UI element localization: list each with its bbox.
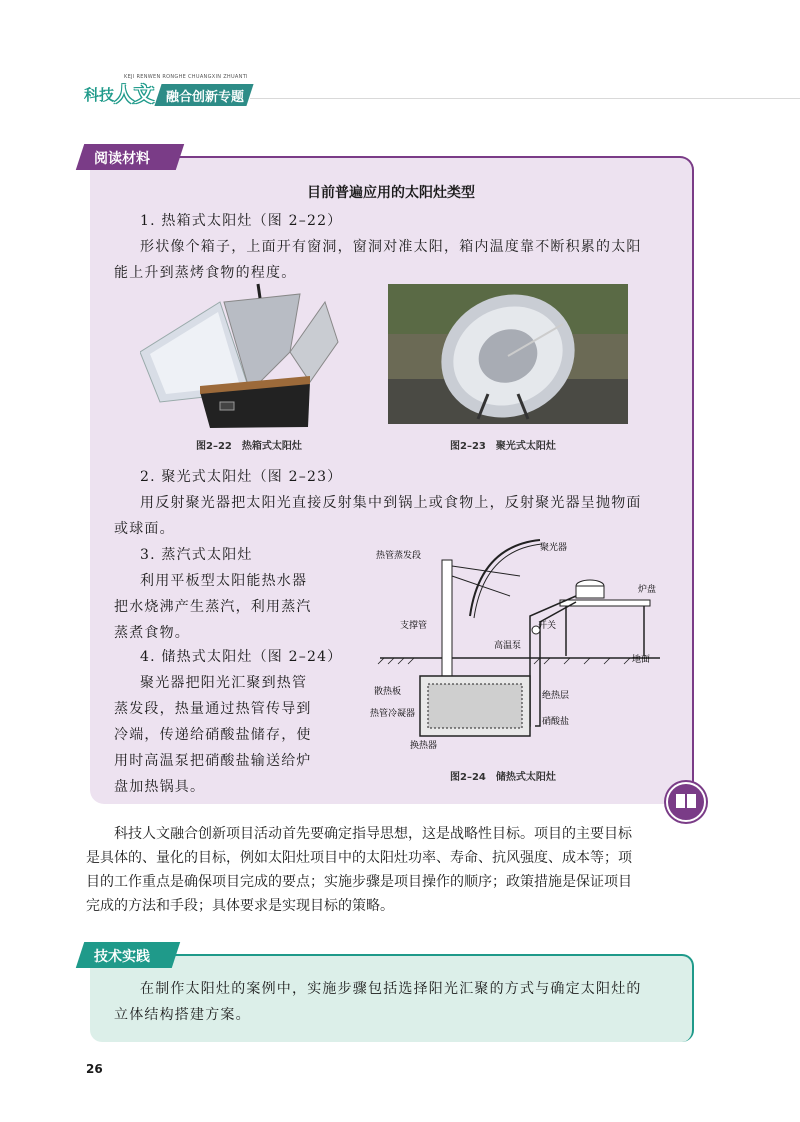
header-tab-label: 融合创新专题	[166, 90, 245, 105]
label-switch: 开关	[538, 621, 557, 631]
label-pump: 高温泵	[494, 641, 522, 651]
label-stove: 炉盘	[638, 585, 657, 595]
page-number: 26	[86, 1062, 103, 1076]
fig24-caption: 图2–24 储热式太阳灶	[450, 772, 556, 783]
label-ground: 地面	[632, 655, 651, 665]
practice-line1: 在制作太阳灶的案例中，实施步骤包括选择阳光汇聚的方式与确定太阳灶的	[140, 981, 642, 997]
header-english: KEJI RENWEN RONGHE CHUANGXIN ZHUANTI	[124, 74, 248, 80]
fig23-caption: 图2–23 聚光式太阳灶	[450, 441, 556, 452]
section3-line3: 蒸煮食物。	[114, 625, 190, 641]
section2-heading: 2. 聚光式太阳灶（图 2–23）	[140, 469, 343, 485]
section3-heading: 3. 蒸汽式太阳灶	[140, 547, 253, 563]
body-line4: 完成的方法和手段；具体要求是实现目标的策略。	[86, 898, 394, 914]
section2-line2: 或球面。	[114, 521, 175, 537]
section3-line1: 利用平板型太阳能热水器	[140, 573, 308, 589]
practice-tab-label: 技术实践	[94, 949, 150, 965]
body-line3: 目的工作重点是确保项目完成的要点；实施步骤是项目操作的顺序；政策措施是保证项目	[86, 874, 632, 890]
section1-heading: 1. 热箱式太阳灶（图 2–22）	[140, 213, 343, 229]
header-renwen: 人文	[114, 82, 154, 106]
label-concentrator: 聚光器	[540, 543, 568, 553]
label-evap: 热管蒸发段	[376, 551, 422, 561]
practice-line2: 立体结构搭建方案。	[114, 1007, 251, 1023]
fig22-caption: 图2–22 热箱式太阳灶	[196, 441, 302, 452]
label-nitrate: 硝酸盐	[542, 717, 570, 727]
section4-line5: 盘加热锅具。	[114, 779, 206, 795]
label-insulation: 绝热层	[542, 691, 570, 701]
header-keji: 科技	[84, 86, 115, 104]
box-cooker-image	[140, 282, 340, 430]
book-icon[interactable]	[666, 782, 706, 822]
label-exchanger: 换热器	[410, 741, 438, 751]
section4-heading: 4. 储热式太阳灶（图 2–24）	[140, 649, 343, 665]
section2-line1: 用反射聚光器把太阳光直接反射集中到锅上或食物上，反射聚光器呈抛物面	[140, 495, 642, 511]
body-line1: 科技人文融合创新项目活动首先要确定指导思想，这是战略性目标。项目的主要目标	[114, 826, 632, 842]
body-line2: 是具体的、量化的目标，例如太阳灶项目中的太阳灶功率、寿命、抗风强度、成本等；项	[86, 850, 632, 866]
section4-line3: 冷端，传递给硝酸盐储存，使	[114, 727, 312, 743]
storage-cooker-diagram	[370, 536, 670, 766]
parabolic-cooker-image	[388, 284, 628, 424]
section4-line2: 蒸发段，热量通过热管传导到	[114, 701, 312, 717]
section4-line1: 聚光器把阳光汇聚到热管	[140, 675, 308, 691]
label-fins: 散热板	[374, 687, 402, 697]
reading-title: 目前普遍应用的太阳灶类型	[307, 185, 475, 201]
section1-line1: 形状像个箱子，上面开有窗洞，窗洞对准太阳，箱内温度靠不断积累的太阳	[140, 239, 642, 255]
label-support: 支撑管	[400, 621, 428, 631]
body-paragraph	[86, 822, 716, 918]
section3-line2: 把水烧沸产生蒸汽，利用蒸汽	[114, 599, 312, 615]
label-condenser: 热管冷凝器	[370, 709, 416, 719]
header-rule	[250, 98, 800, 99]
section4-line4: 用时高温泵把硝酸盐输送给炉	[114, 753, 312, 769]
reading-tab-label: 阅读材料	[94, 151, 150, 167]
section1-line2: 能上升到蒸烤食物的程度。	[114, 265, 297, 281]
